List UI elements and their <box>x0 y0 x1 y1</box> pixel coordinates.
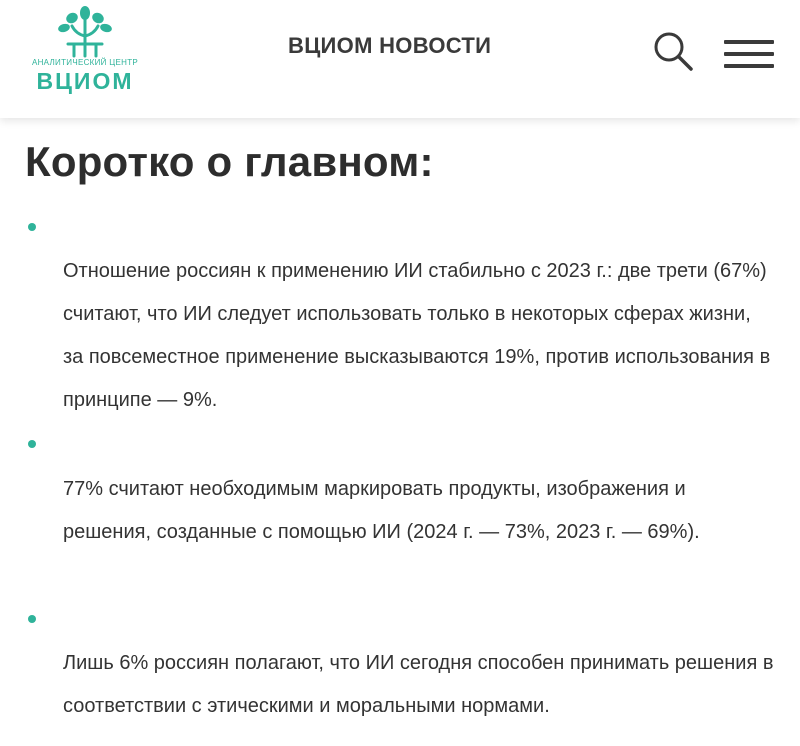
menu-line-icon <box>724 52 774 56</box>
summary-item: Лишь 6% россиян полагают, что ИИ сегодня способен принимать решения в соответствии с этическими и моральными нормами. <box>63 652 774 717</box>
bullet-icon <box>28 615 36 623</box>
site-header <box>0 0 800 118</box>
search-icon <box>652 30 694 72</box>
search-button[interactable] <box>652 30 694 72</box>
menu-line-icon <box>724 64 774 68</box>
logo-subtitle: АНАЛИТИЧЕСКИЙ ЦЕНТР <box>31 58 139 67</box>
logo-title: ВЦИОМ <box>36 68 134 94</box>
vciom-logo[interactable] <box>24 6 146 98</box>
bullet-icon <box>28 440 36 448</box>
page-heading: Коротко о главном: <box>25 138 434 185</box>
site-title-link[interactable]: ВЦИОМ НОВОСТИ <box>288 33 492 58</box>
hamburger-menu-button[interactable] <box>724 40 774 70</box>
summary-item: Отношение россиян к применению ИИ стабильно с 2023 г.: две трети (67%) считают, что ИИ следует использовать только в некоторых сферах жизни, за повсеместное применение высказываются 19%, против использования в принципе — 9%. <box>63 260 771 411</box>
bullet-icon <box>28 223 36 231</box>
menu-line-icon <box>724 40 774 44</box>
tree-logo-icon <box>54 6 116 58</box>
summary-item: 77% считают необходимым маркировать продукты, изображения и решения, созданные с помощью ИИ (2024 г. — 73%, 2023 г. — 69%). <box>63 478 700 543</box>
